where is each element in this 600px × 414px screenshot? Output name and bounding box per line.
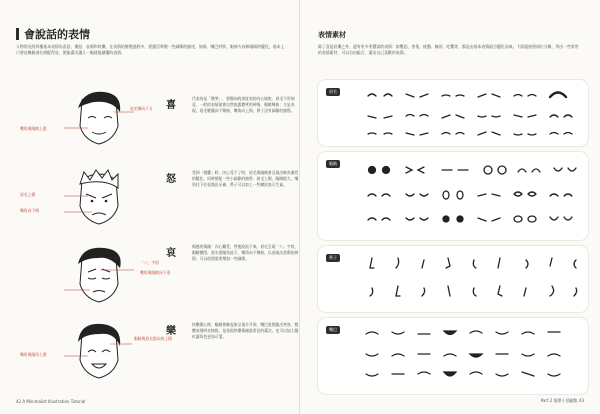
panel-brows xyxy=(318,80,588,146)
section-title: 會說話的表情 xyxy=(24,28,90,41)
right-page xyxy=(300,0,600,414)
panel-nose xyxy=(318,246,588,312)
label-brow: 眉毛彎向下方 xyxy=(130,106,153,111)
sad-face-illustration xyxy=(64,244,134,306)
page-footer-left: 42 A Minimalist Illustration Tutorial xyxy=(16,399,86,404)
angry-face-illustration xyxy=(64,166,134,228)
heading-bar xyxy=(16,28,19,40)
nose-samples xyxy=(362,254,582,308)
label-brow: 眉毛上揚 xyxy=(20,192,36,197)
panel-tag: 嘴巴 xyxy=(326,326,340,334)
desc-happy: 代表的是「微笑」，要順向的深度表的內心愉悅，眉毛不用刻意，一般的表情就會自然流露微笑的神情。眼睛彎曲：主是表現，眉毛輕擺向下彎曲，嘴角向上揚，鼻子沒有細節的描寫。 xyxy=(192,96,295,113)
label-eyes: 嘴角與眼睛向下垂 xyxy=(140,270,171,275)
expression-row-angry xyxy=(16,160,299,240)
section-heading xyxy=(16,26,90,42)
panel-mouth xyxy=(318,318,588,394)
label-brow: 「八」字眉 xyxy=(140,260,159,265)
desc-joy: 快樂開心時，眼睛會瞇起來呈現半月形，嘴巴張開露出笑容，整體表情明亮愉悅，是表現快樂情緒最常見的畫法，也可以加上腮紅讓角色更加可愛。 xyxy=(192,322,299,339)
brow-samples xyxy=(362,88,582,142)
desc-angry: 受到「挑釁」時，內心受不了時，眉毛與眼睛會呈現出較為激烈的變化，同時搭配一些小細節的描寫：眉毛上揚，眼睛瞪大，嘴角往下拉並露出牙齒，鼻子可以加上一些皺紋表示生氣。 xyxy=(192,170,299,187)
label-mouth: 嘴角與眼睛上提 xyxy=(20,126,47,131)
kanji-happy: 喜 xyxy=(166,100,176,111)
joy-face-illustration xyxy=(64,320,134,382)
eye-samples xyxy=(362,160,582,236)
kanji-joy: 樂 xyxy=(166,326,176,337)
materials-intro: 除了喜怒哀樂之外，還有更多更豐富的表情：如驚恐、害羞、疲憊、無奈、吃驚等，都是由基本表情組合變化而來。下面就按照部位分類，列出一些常用的表情素材，可以自由組合，畫出自己喜歡的表情。 xyxy=(318,44,579,55)
mouth-samples xyxy=(362,326,582,390)
expression-row-happy xyxy=(16,82,296,162)
panel-tag: 眼睛 xyxy=(326,160,340,168)
label-mouth: 嘴角向下彎 xyxy=(20,208,39,213)
label-mouth: 嘴角與眼角上揚 xyxy=(20,352,47,357)
panel-tag: 眉毛 xyxy=(326,88,340,96)
page-footer-right: Part 2 簡單小插圖集 43 xyxy=(540,398,584,403)
expression-row-sad xyxy=(16,240,299,320)
kanji-sad: 哀 xyxy=(166,248,176,259)
kanji-angry: 怒 xyxy=(166,174,176,185)
desc-sad: 傷感的情緒：內心難受，然後淚流下來。眉毛呈現「八」字狀，眼睛微閉，淚水從眼角流下，嘴角向下彎曲，以表現出悲傷的神情，可以依照需要增加一些細節。 xyxy=(192,244,299,261)
expression-row-joy xyxy=(16,316,299,396)
label-brow: 眼睛與眉毛都向的上揚 xyxy=(134,336,172,341)
intro-paragraph: 人物常見的四種基本表情為喜怒、憤怒、哀傷和快樂，在表情的繪製過程中，要靈活掌握一些細節的描述，如眉、嘴巴形狀、眼神方向和眼眶的變化，基本上只要這幾個部位搭配得宜，便能畫出讓人一眼就能讀懂的表情。 xyxy=(16,44,285,55)
happy-face-illustration xyxy=(64,86,134,148)
panel-eyes xyxy=(318,152,588,240)
materials-title: 表情素材 xyxy=(318,31,346,39)
panel-tag: 鼻子 xyxy=(326,254,340,262)
